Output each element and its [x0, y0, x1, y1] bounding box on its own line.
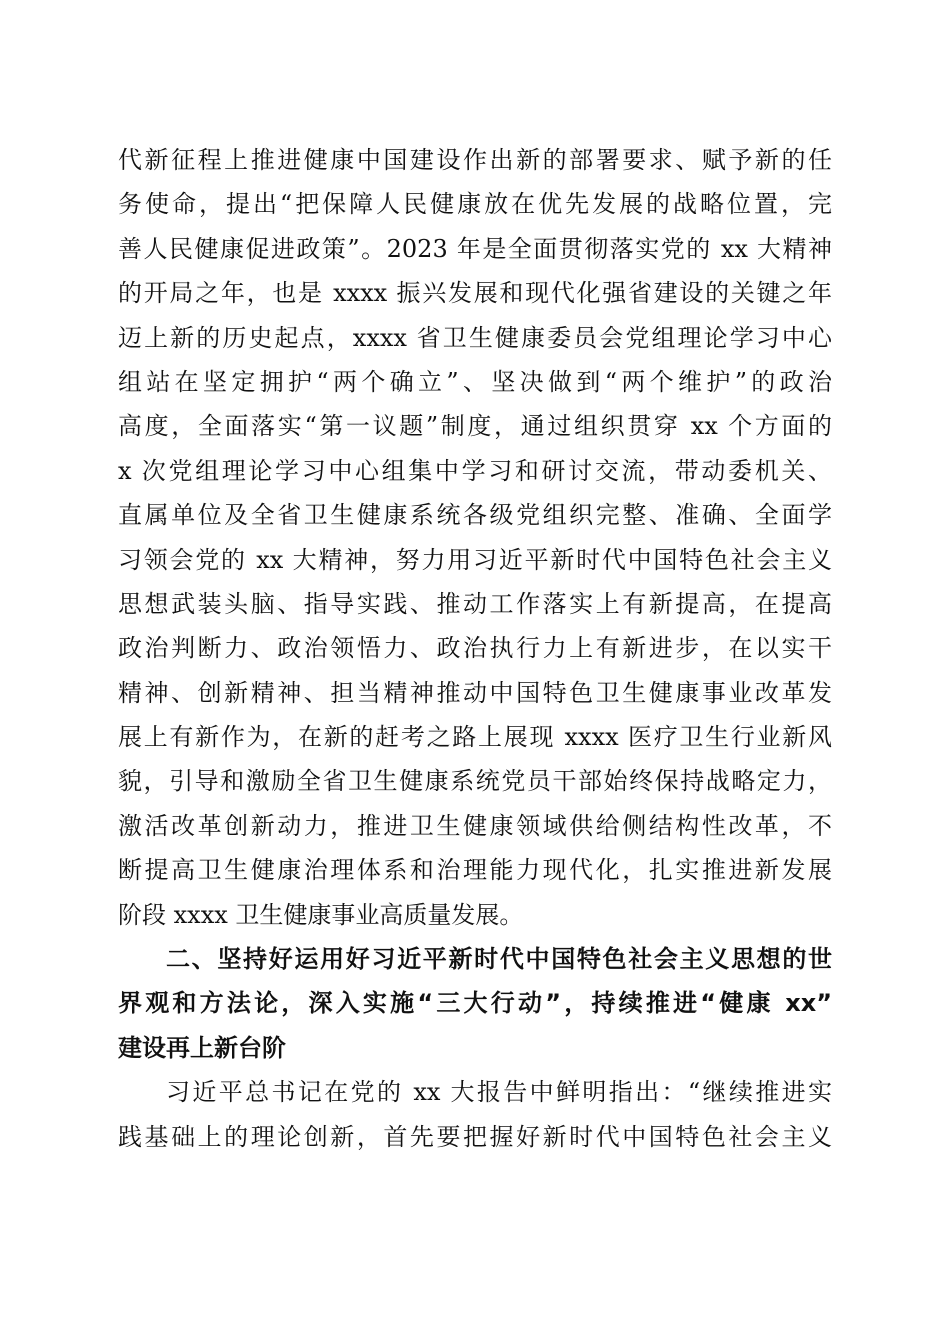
heading-line: 二、坚持好运用好习近平新时代中国特色社会主义思想的世	[166, 945, 832, 974]
text-line: 直属单位及全省卫生健康系统各级党组织完整、准确、全面学	[118, 501, 832, 530]
text-line: 习近平总书记在党的 xx 大报告中鲜明指出：“继续推进实	[166, 1078, 832, 1107]
text-line: x 次党组理论学习中心组集中学习和研讨交流，带动委机关、	[118, 456, 832, 485]
body-paragraph	[118, 138, 832, 937]
text-line: 高度，全面落实“第一议题”制度，通过组织贯穿 xx 个方面的	[118, 412, 832, 441]
text-line: 代新征程上推进健康中国建设作出新的部署要求、赋予新的任	[118, 146, 832, 174]
text-line: 践基础上的理论创新，首先要把握好新时代中国特色社会主义	[118, 1122, 832, 1151]
text-line: 精神、创新精神、担当精神推动中国特色卫生健康事业改革发	[118, 678, 832, 707]
text-line: 断提高卫生健康治理体系和治理能力现代化，扎实推进新发展	[118, 856, 832, 885]
heading-line: 界观和方法论，深入实施“三大行动”，持续推进“健康 xx”	[118, 989, 832, 1018]
text-line: 政治判断力、政治领悟力、政治执行力上有新进步，在以实干	[118, 634, 832, 663]
section-heading	[118, 937, 832, 1070]
text-line: 貌，引导和激励全省卫生健康系统党员干部始终保持战略定力，	[118, 767, 832, 796]
text-line: 的开局之年，也是 xxxx 振兴发展和现代化强省建设的关键之年	[118, 279, 832, 308]
text-line: 组站在坚定拥护“两个确立”、坚决做到“两个维护”的政治	[118, 367, 832, 396]
text-line: 习领会党的 xx 大精神，努力用习近平新时代中国特色社会主义	[118, 545, 832, 574]
body-paragraph	[118, 1070, 832, 1159]
text-line: 展上有新作为，在新的赶考之路上展现 xxxx 医疗卫生行业新风	[118, 723, 832, 752]
text-line: 务使命，提出“把保障人民健康放在优先发展的战略位置，完	[118, 190, 832, 219]
document-page	[118, 138, 832, 1159]
text-line: 善人民健康促进政策”。2023 年是全面贯彻落实党的 xx 大精神	[118, 234, 832, 263]
text-line: 思想武装头脑、指导实践、推动工作落实上有新提高，在提高	[118, 589, 832, 618]
heading-line: 建设再上新台阶	[118, 1033, 286, 1062]
text-line: 迈上新的历史起点，xxxx 省卫生健康委员会党组理论学习中心	[118, 323, 832, 352]
text-line: 阶段 xxxx 卫生健康事业高质量发展。	[118, 900, 524, 929]
text-line: 激活改革创新动力，推进卫生健康领域供给侧结构性改革，不	[118, 811, 832, 840]
